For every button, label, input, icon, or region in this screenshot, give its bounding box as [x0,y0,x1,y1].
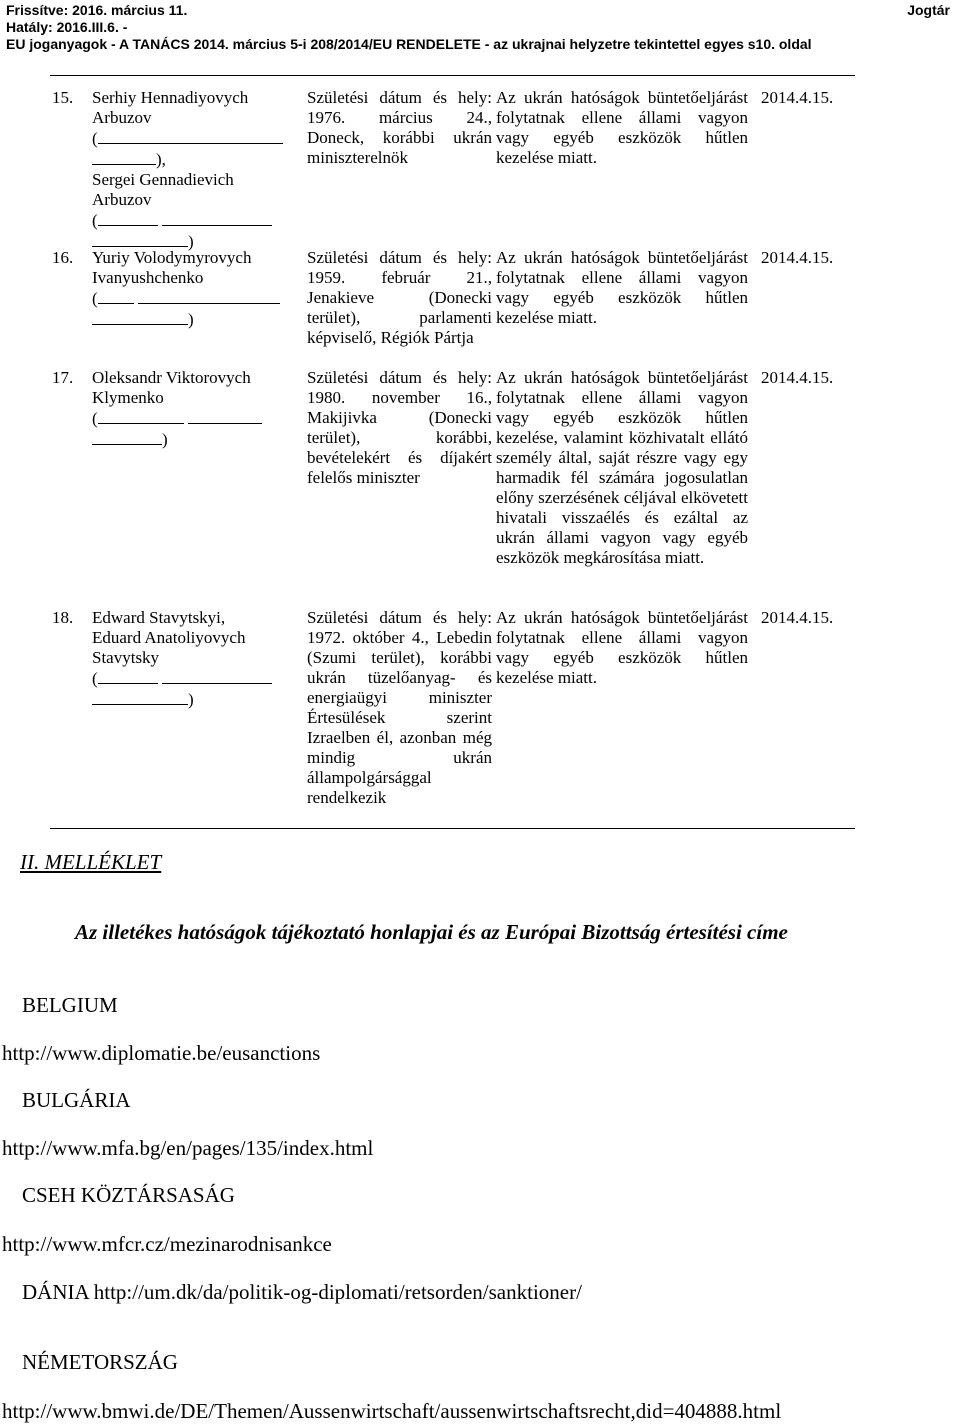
url-belgium[interactable]: http://www.diplomatie.be/eusanctions [2,1041,321,1065]
name-blank-line: ( [92,210,332,231]
name-blank-line: ( [92,408,332,429]
country-denmark: DÁNIA [22,1280,89,1304]
name-line: Yuriy Volodymyrovych [92,248,252,267]
name-blank-line: ) [92,309,332,330]
entry-listing-date: 2014.4.15. [761,608,834,627]
table-bottom-rule [50,828,855,829]
table-top-rule [50,75,855,76]
updated-line: Frissítve: 2016. március 11. [6,2,188,18]
name-blank-line: ) [92,429,332,450]
entry-name [92,608,332,710]
entry-number: 16. [52,248,74,267]
name-line: Arbuzov [92,190,152,209]
annex-label: II. MELLÉKLET [20,850,162,874]
url-czech-republic[interactable]: http://www.mfcr.cz/mezinarodnisankce [2,1232,332,1256]
entry-listing-date: 2014.4.15. [761,248,834,267]
url-bulgaria[interactable]: http://www.mfa.bg/en/pages/135/index.html [2,1136,374,1160]
country-belgium: BELGIUM [22,993,118,1017]
url-denmark[interactable]: http://um.dk/da/politik-og-diplomati/retsorden/sanktioner/ [93,1280,582,1304]
validity-line: Hatály: 2016.III.6. - [6,19,128,35]
entry-identification: Születési dátum és hely: 1980. november 16., Makijivka (Donecki terület), korábbi, bevételekért és díjakért felelős miniszter [307,368,492,487]
entry-identification: Születési dátum és hely: 1972. október 4., Lebedin (Szumi terület), korábbi ukrán tüzelőanyag- és energiaügyi miniszter Értesülések szerint Izraelben él, azonban még mindig ukrán állampolgársággal rendelkezik [307,608,492,807]
entry-name [92,368,332,450]
name-line: Edward Stavytskyi, [92,608,226,627]
entry-reason: Az ukrán hatóságok büntetőeljárást folytatnak ellene állami vagyon vagy egyéb eszközök hűtlen kezelése miatt. [496,88,748,167]
entry-listing-date: 2014.4.15. [761,368,834,387]
name-blank-line: ) [92,689,332,710]
name-line: Klymenko [92,388,164,407]
country-germany: NÉMETORSZÁG [22,1350,178,1374]
country-bulgaria: BULGÁRIA [22,1088,131,1112]
entry-number: 17. [52,368,74,387]
url-germany[interactable]: http://www.bmwi.de/DE/Themen/Aussenwirtschaft/aussenwirtschaftsrecht,did=404888.html [2,1399,782,1423]
country-denmark-line [22,1280,582,1305]
name-blank-line: ( [92,668,332,689]
name-line: Sergei Gennadievich [92,170,234,189]
annex-title: Az illetékes hatóságok tájékoztató honlapjai és az Európai Bizottság értesítési címe [75,920,788,944]
entry-identification: Születési dátum és hely: 1959. február 21., Jenakieve (Donecki terület), parlamenti képviselő, Régiók Pártja [307,248,492,347]
country-czech-republic: CSEH KÖZTÁRSASÁG [22,1183,235,1207]
name-line: Ivanyushchenko [92,268,204,287]
name-line: Serhiy Hennadiyovych [92,88,249,107]
entry-reason: Az ukrán hatóságok büntetőeljárást folytatnak ellene állami vagyon vagy egyéb eszközök hűtlen kezelése miatt. [496,608,748,687]
name-line: Stavytsky [92,648,160,667]
entry-listing-date: 2014.4.15. [761,88,834,107]
name-line: Arbuzov [92,108,152,127]
name-blank-line: ) [92,231,332,252]
name-line: Eduard Anatoliyovych [92,628,246,647]
entry-number: 15. [52,88,74,107]
name-blank-line: ( [92,128,332,149]
entry-reason: Az ukrán hatóságok büntetőeljárást folytatnak ellene állami vagyon vagy egyéb eszközök hűtlen kezelése, valamint közhivatalt ellátó személy által, saját részre vagy egy harmadik fél számára jogosulatlan előny szerzésének céljával elkövetett hivatali visszaélés és ezáltal az ukrán állami vagyon vagy egyéb eszközök megkárosítása miatt. [496,368,748,567]
entry-reason: Az ukrán hatóságok büntetőeljárást folytatnak ellene állami vagyon vagy egyéb eszközök hűtlen kezelése miatt. [496,248,748,327]
entry-identification: Születési dátum és hely: 1976. március 24., Doneck, korábbi ukrán miniszterelnök [307,88,492,167]
document-title-line: EU joganyagok - A TANÁCS 2014. március 5-i 208/2014/EU RENDELETE - az ukrajnai helyzetre tekintettel egyes s10. oldal [6,36,812,52]
name-line: Oleksandr Viktorovych [92,368,251,387]
brand-label: Jogtár [907,2,950,18]
entry-name [92,248,332,330]
entry-name [92,88,332,252]
name-blank-line: ( [92,288,332,309]
entry-number: 18. [52,608,74,627]
name-blank-line: ), [92,149,332,170]
